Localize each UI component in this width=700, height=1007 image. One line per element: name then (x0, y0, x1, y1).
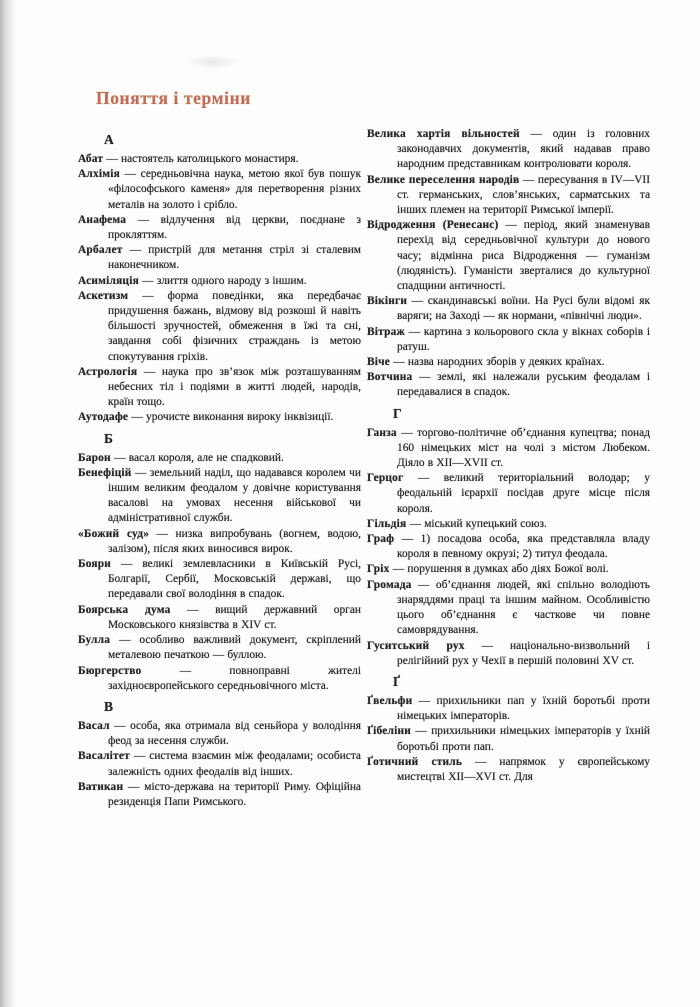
glossary-definition: — наука про зв’язок між розташуванням небесних тіл і подіями в житті людей, народів, країн тощо. (108, 365, 361, 409)
glossary-term: Вікінги (367, 295, 408, 308)
glossary-entry (367, 578, 650, 639)
glossary-term: Гуситський рух (367, 639, 465, 652)
glossary-entry (78, 289, 361, 365)
glossary-term: Бюргерство (78, 664, 142, 677)
glossary-definition: — картина з кольорового скла у вікнах соборів і ратуш. (397, 325, 650, 353)
glossary-term: Булла (78, 634, 111, 647)
glossary-definition: — торгово-політичне об’єднання купецтва; понад 160 німецьких міст на чолі з містом Любеком. Діяло в XII—XVII ст. (396, 426, 650, 470)
glossary-entry (78, 633, 361, 663)
glossary-definition: — місто-держава на території Риму. Офіційна резиденція Папи Римського. (108, 780, 361, 808)
glossary-definition: — порушення в думках або діях Божої волі. (389, 563, 609, 576)
scan-edge-shadow (0, 0, 16, 1007)
scan-smudge (185, 55, 240, 69)
glossary-definition: — відлучення від церкви, поєднане з прокляттям. (108, 213, 361, 242)
glossary-term: Граф (367, 533, 395, 546)
glossary-definition: — прихильники німецьких імператорів у їхній боротьбі проти пап. (397, 725, 650, 753)
glossary-term: Астрологія (78, 365, 138, 378)
glossary-term: Віче (367, 356, 391, 369)
glossary-term: Бенефіцій (78, 466, 132, 479)
glossary-term: Ганза (367, 426, 397, 439)
glossary-definition: — земельний наділ, що надавався королем чи іншим великим феодалом у довічне користування васалові на умовах несення військової чи адміністративної служби. (108, 466, 361, 525)
section-letter: В (104, 698, 114, 714)
glossary-term: Вітраж (367, 325, 405, 338)
glossary-entry (367, 325, 650, 355)
glossary-entry (367, 173, 650, 219)
glossary-entry (78, 719, 361, 749)
glossary-definition: — національно-визвольний і релігійний рух у Чехії в першій половині XV ст. (397, 639, 651, 667)
glossary-definition: — один із головних законодавчих документів, який надавав право народним представникам контролювати короля. (397, 128, 650, 171)
glossary-term: Алхімія (78, 168, 120, 181)
glossary-entry (78, 167, 361, 213)
section-letter: А (104, 132, 114, 147)
glossary-term: Громада (367, 578, 412, 591)
section-letter: Б (104, 430, 113, 446)
glossary-entry (367, 127, 650, 173)
glossary-term: Ґвельфи (367, 694, 413, 707)
glossary-term: Гільдія (367, 517, 407, 530)
glossary-term: Гріх (367, 563, 390, 576)
glossary-entry (367, 370, 650, 400)
glossary-definition: — міський купецький союз. (406, 517, 547, 530)
glossary-definition: — скандинавські воїни. На Русі були відомі як варяги; на Заході — як нормани, «північні люди». (397, 295, 650, 323)
glossary-entry (78, 410, 361, 425)
glossary-term: Абат (78, 153, 104, 165)
glossary-entry (78, 152, 361, 167)
glossary-term: Аскетизм (78, 289, 129, 302)
page-title: Поняття і терміни (96, 88, 251, 108)
glossary-entry (367, 355, 650, 370)
glossary-term: Бояри (78, 558, 112, 571)
glossary-columns (78, 127, 650, 810)
glossary-entry (78, 527, 361, 557)
glossary-entry (78, 213, 361, 243)
glossary-entry (367, 694, 650, 724)
glossary-definition: — низка випробувань (вогнем, водою, залізом), після яких виносився вирок. (108, 527, 361, 555)
glossary-term: Аутодафе (78, 411, 129, 424)
glossary-definition: — середньовічна наука, метою якої був пошук «філософського каменя» для перетворення різних металів на золото і срібло. (108, 168, 361, 211)
glossary-column-right (367, 127, 650, 810)
glossary-definition: — особа, яка отримала від сеньйора у володіння феод за несення служби. (108, 719, 361, 748)
glossary-term: Арбалет (78, 244, 123, 257)
glossary-term: Боярська дума (78, 603, 171, 616)
glossary-entry (367, 532, 650, 562)
glossary-entry (367, 755, 650, 785)
glossary-definition: — прихильники пап у їхній боротьбі проти німецьких імператорів. (397, 694, 650, 723)
glossary-definition: — настоятель католицького монастиря. (103, 153, 299, 165)
glossary-entry (367, 639, 650, 669)
glossary-entry (78, 365, 361, 411)
glossary-term: Асиміляція (78, 274, 139, 287)
glossary-definition: — землі, які належали руським феодалам і передавалися в спадок. (397, 371, 650, 399)
glossary-column-left (78, 127, 361, 810)
glossary-entry (78, 557, 361, 603)
glossary-entry (367, 426, 650, 472)
glossary-definition: — урочисте виконання вироку інквізиції. (128, 411, 334, 424)
glossary-definition: — період, який знаменував перехід від середньовічної культури до нового часу; відмінна риса Відродження — гуманізм (людяність). Гуманісти зверталися до культурної спадщини античності. (397, 219, 650, 293)
glossary-term: Велике переселення народів (367, 173, 520, 186)
glossary-entry (78, 243, 361, 273)
glossary-term: Ватикан (78, 780, 124, 793)
glossary-entry (78, 749, 361, 779)
glossary-definition: — 1) посадова особа, яка представляла владу короля в певному окрузі; 2) титул феодала. (394, 533, 650, 561)
glossary-entry (367, 294, 650, 324)
glossary-entry (78, 664, 361, 694)
glossary-definition: — назва народних зборів у деяких країнах. (390, 356, 605, 369)
glossary-definition: — форма поведінки, яка передбачає придушення бажань, відмову від розкоші й навіть більшості зручностей, обмеження в їжі та сні, завдання собі фізичних страждань із метою спокутування гріхів. (108, 289, 361, 363)
glossary-term: Вотчина (367, 371, 413, 384)
glossary-entry (367, 724, 650, 754)
glossary-definition: — великі землевласники в Київській Русі, Болгарії, Сербії, Московській державі, що передавали свої володіння в спадок. (108, 558, 361, 601)
glossary-entry (78, 466, 361, 527)
glossary-term: «Божий суд» (78, 527, 150, 540)
glossary-entry (78, 274, 361, 289)
glossary-entry (367, 471, 650, 517)
glossary-entry (367, 562, 650, 577)
glossary-term: Барон (78, 451, 111, 464)
glossary-definition: — особливо важливий документ, скріплений металевою печаткою — буллою. (108, 634, 361, 662)
glossary-definition: — напрямок у європейському мистецтві XII—XVI ст. Для (397, 755, 650, 783)
glossary-term: Велика хартія вільностей (367, 128, 520, 140)
glossary-term: Ґібеліни (367, 725, 411, 738)
glossary-definition: — великий територіальний володар; у феодальній ієрархії посідав друге місце після короля. (397, 472, 650, 515)
glossary-entry (78, 603, 361, 633)
glossary-definition: — пересування в IV—VII ст. германських, слов’янських, сарматських та інших племен на території Римської імперії. (397, 173, 651, 217)
glossary-definition: — система взаємин між феодалами; особиста залежність одних феодалів від інших. (108, 750, 361, 778)
glossary-definition: — пристрій для метання стріл зі сталевим наконечником. (108, 244, 361, 272)
glossary-term: Анафема (78, 213, 127, 226)
glossary-term: Васал (78, 719, 110, 732)
glossary-definition: — васал короля, але не спадковий. (110, 451, 284, 464)
glossary-entry (367, 218, 650, 294)
glossary-definition: — повноправні жителі західноєвропейського середньовічного міста. (108, 664, 361, 692)
glossary-definition: — вищий державний орган Московського князівства в XIV ст. (108, 603, 362, 631)
glossary-definition: — злиття одного народу з іншим. (138, 274, 307, 287)
glossary-term: Відродження (Ренесанс) (367, 219, 499, 232)
glossary-term: Васалітет (78, 750, 130, 763)
glossary-term: Ґотичний стиль (367, 755, 463, 768)
glossary-term: Герцог (367, 472, 404, 485)
glossary-definition: — об’єднання людей, які спільно володіють знаряддями праці та іншим майном. Особливістю цього об’єднання є часткове чи повне самоврядування. (397, 578, 650, 637)
glossary-entry (367, 517, 650, 532)
glossary-entry (78, 780, 361, 810)
glossary-entry (78, 451, 361, 466)
section-letter: Г (393, 405, 402, 421)
section-letter: Ґ (393, 673, 401, 689)
